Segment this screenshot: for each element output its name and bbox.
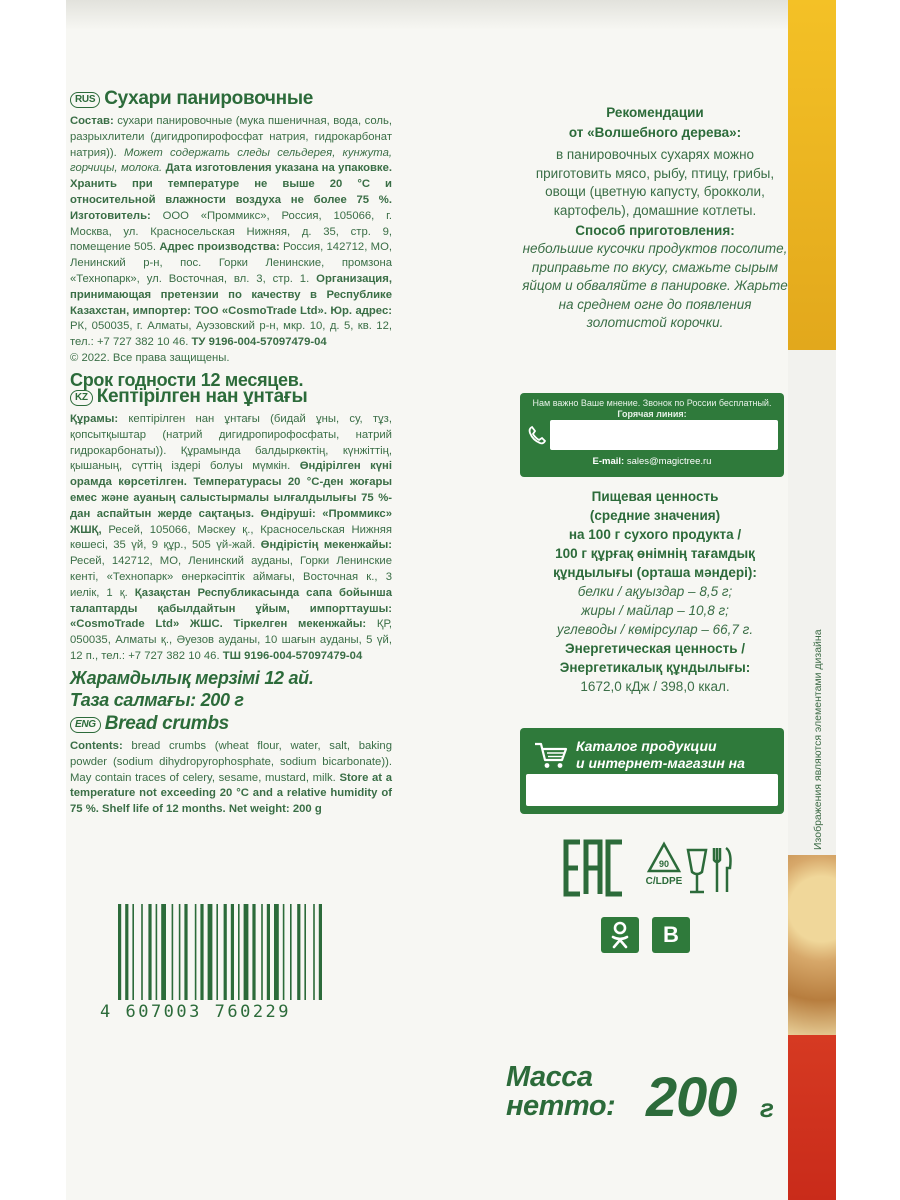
barcode-bar xyxy=(274,904,279,1000)
package-edge-yellow xyxy=(788,0,836,350)
kz-shelf-life: Жарамдылық мерзімі 12 ай. xyxy=(70,667,314,688)
eng-badge: ENG xyxy=(70,717,101,733)
rus-title: Сухари панировочные xyxy=(104,88,314,109)
vk-icon: В xyxy=(663,922,679,947)
barcode-bar xyxy=(297,904,300,1000)
kz-importer-label: Қазақстан Республикасында сапа бойынша талаптарды қабылдайтын ұйым, импорттаушы: «CosmoTrade Ltd» ЖШС. Тіркелген мекенжайы: xyxy=(70,586,392,631)
barcode-bar xyxy=(252,904,255,1000)
rus-manufacturer-label: Изготовитель: xyxy=(70,209,151,222)
hotline-text-row xyxy=(528,398,776,420)
rus-title-row xyxy=(70,88,392,110)
nutrition-title-1: Пищевая ценность xyxy=(591,489,719,504)
certification-icons xyxy=(560,838,740,898)
energy-title-1: Энергетическая ценность / xyxy=(564,641,746,656)
nutrition-facts xyxy=(520,487,790,696)
rus-manufacturer: ООО «Проммикс», Россия, 105066, г. Москва, ул. Красносельская Нижняя, д. 35, стр. 9, помещение 505. xyxy=(70,209,392,254)
barcode-bar xyxy=(283,904,285,1000)
nutrition-protein: белки / ақуыздар – 8,5 г; xyxy=(577,584,733,599)
nutrition-title-4: 100 г құрғақ өнімнің тағамдық xyxy=(555,546,755,561)
nutrition-title-5: құндылығы (орташа мәндері): xyxy=(553,565,757,580)
recycle-code: C/LDPE xyxy=(645,876,683,887)
bread-image xyxy=(788,855,836,1035)
recycle-icon xyxy=(646,844,683,887)
kz-badge: KZ xyxy=(70,390,93,406)
barcode-bar xyxy=(200,904,203,1000)
rus-shelf-life: Срок годности 12 месяцев. xyxy=(70,369,304,390)
barcode-bar xyxy=(184,904,187,1000)
barcode-bar xyxy=(156,904,158,1000)
nutrition-title-3: на 100 г сухого продукта / xyxy=(568,527,742,542)
barcode-bar xyxy=(244,904,249,1000)
rus-composition-label: Состав: xyxy=(70,115,114,127)
rus-storage: Хранить при температуре не выше 20 °С и относительной влажности воздуха не более 75 %. xyxy=(70,178,392,206)
kz-manufacturer: Ресей, 105066, Мәскеу қ., Красносельская Нижняя көшесі, 35 үй, 9 құр., 505 үй-жай. xyxy=(70,523,392,552)
eac-label: EAC xyxy=(560,838,563,839)
hotline-phone-field xyxy=(550,420,778,450)
eng-composition: bread crumbs (wheat flour, water, salt, baking powder (sodium dihydropyrophosphate, sodium bicarbonate)). May contain traces of celery, sesame, mustard, milk. xyxy=(70,740,392,784)
barcode-bar xyxy=(132,904,134,1000)
energy-title-2: Энергетикалық құндылығы: xyxy=(559,660,751,675)
kz-title-row xyxy=(70,386,392,408)
hotline-box xyxy=(520,393,784,477)
package-edge-red xyxy=(788,1035,836,1200)
hotline-email: sales@magictree.ru xyxy=(626,456,712,467)
eng-body xyxy=(70,739,392,818)
kz-storage: Температурасы 20 °С-ден жоғары емес және ауаның салыстырмалы ылғалдылығы 75 %-дан аспайтын жерде сақтаңыз. Өндіруші: «Проммикс» ЖШҚ, xyxy=(70,476,393,536)
barcode-bar xyxy=(195,904,197,1000)
rus-importer-addr: РК, 050035, г. Алматы, Ауэзовский р-н, мкр. 10, д. 5, кв. 12, тел.: +7 727 382 10 46. xyxy=(70,320,392,349)
barcode-bar xyxy=(179,904,181,1000)
hotline-text: Нам важно Ваше мнение. Звонок по России бесплатный. xyxy=(532,398,772,408)
barcode-bar xyxy=(125,904,128,1000)
rus-production-label: Адрес производства: xyxy=(159,241,280,254)
phone-icon xyxy=(528,425,546,445)
rus-badge: RUS xyxy=(70,92,100,108)
eng-title: Bread crumbs xyxy=(104,713,229,734)
barcode-bar xyxy=(267,904,270,1000)
method-title: Способ приготовления: xyxy=(575,223,735,238)
kz-tu: ТШ 9196-004-57097479-04 xyxy=(222,649,363,662)
rus-tu: ТУ 9196-004-57097479-04 xyxy=(191,336,327,349)
barcode-bar xyxy=(161,904,166,1000)
rus-date-note: Дата изготовления указана на упаковке. xyxy=(165,162,393,175)
hotline-label: Горячая линия: xyxy=(617,409,687,419)
barcode-bar xyxy=(313,904,315,1000)
rus-importer: ТОО «CosmoTrade Ltd». xyxy=(194,304,327,317)
cart-icon xyxy=(534,740,568,770)
rec-title-2: от «Волшебного дерева»: xyxy=(568,125,742,140)
rus-importer-label: Организация, принимающая претензии по качеству в Республике Казахстан, импортер: xyxy=(70,272,392,317)
method-text: небольшие кусочки продуктов посолите, приправьте по вкусу, смажьте сырым яйцом и обваляйте в панировке. Жарьте на среднем огне до появления золотистой корочки. xyxy=(522,241,788,330)
kz-title: Кептірілген нан ұнтағы xyxy=(96,386,308,407)
catalog-box xyxy=(520,728,784,814)
barcode-bar xyxy=(231,904,234,1000)
food-safe-icon xyxy=(688,848,731,892)
barcode-bar xyxy=(148,904,151,1000)
kz-net-weight: Таза салмағы: 200 г xyxy=(70,689,244,710)
kz-importer-addr: ҚР, 050035, Алматы қ., Әуезов ауданы, 10 шағын ауданы, 5 үй, 12 п., тел.: +7 727 382 10 46. xyxy=(70,618,392,662)
barcode-bar xyxy=(304,904,306,1000)
nutrition-energy: 1672,0 кДж / 398,0 ккал. xyxy=(580,679,730,694)
barcode-bar xyxy=(261,904,263,1000)
nutrition-title-2: (средние значения) xyxy=(589,508,721,523)
catalog-url-field xyxy=(526,774,778,806)
recycle-number: 90 xyxy=(658,859,670,869)
rus-copyright: © 2022. Все права защищены. xyxy=(70,351,230,364)
rus-traces: Может содержать следы сельдерея, кунжута, горчицы, молока. xyxy=(70,146,392,175)
catalog-text-2: и интернет-магазин на xyxy=(576,755,745,771)
rec-text: в панировочных сухарях можно приготовить мясо, рыбу, птицу, грибы, овощи (цветную капусту, брокколи, картофель), домашние котлеты. xyxy=(535,147,775,218)
barcode-bar xyxy=(238,904,240,1000)
barcode-bar xyxy=(141,904,143,1000)
mass-label-2: нетто: xyxy=(506,1090,616,1122)
odnoklassniki-button[interactable] xyxy=(601,917,639,953)
odnoklassniki-icon xyxy=(601,917,639,953)
catalog-text xyxy=(576,738,776,772)
barcode-bar xyxy=(208,904,213,1000)
kz-composition: кептірілген нан ұнтағы (бидай ұны, су, тұз, қопсытқыштар (натрий дигидропирофосфаты, натрий гидрокарбонаты)). Құрамында балдыркөктің, күнжіттің, қышаның, сүттің іздері болуы мүмкін. xyxy=(70,413,392,473)
eng-title-row xyxy=(70,713,392,735)
catalog-text-1: Каталог продукции xyxy=(576,738,717,754)
barcode-bar xyxy=(118,904,121,1000)
rus-composition: сухари панировочные (мука пшеничная, вода, соль, разрыхлители (дигидропирофосфат натрия, гидрокарбонат натрия)). xyxy=(70,115,393,159)
barcode-bar xyxy=(224,904,227,1000)
recommendations xyxy=(520,104,790,333)
barcode-bar xyxy=(290,904,292,1000)
eac-mark xyxy=(566,842,622,894)
kz-production: Ресей, 142712, МО, Ленинский ауданы, Горки Ленинские кенті, «Технопарк» өнеркәсіптік аймағы, Восточная к., 3 иелік, 1 қ. xyxy=(70,555,392,599)
section-eng xyxy=(70,713,392,818)
barcode-bar xyxy=(319,904,322,1000)
eng-composition-label: Contents: xyxy=(70,740,123,752)
rus-production: Россия, 142712, МО, Ленинский р-н, пос. Горки Ленинские, промзона «Технопарк», ул. Восточная, вл. 3, стр. 1. xyxy=(70,241,393,285)
rus-body xyxy=(70,114,392,367)
barcode-bar xyxy=(216,904,218,1000)
vk-button[interactable] xyxy=(652,917,690,953)
rec-title-1: Рекомендации xyxy=(606,105,704,120)
kz-composition-label: Құрамы: xyxy=(70,413,119,425)
mass-value: 200 xyxy=(646,1065,737,1128)
package-top-shade xyxy=(66,0,836,30)
section-kz xyxy=(70,386,392,711)
barcode-bar xyxy=(172,904,174,1000)
kz-date-note: Өндірілген күні орамда көрсетілген. xyxy=(70,460,393,489)
nutrition-carbs: углеводы / көмірсулар – 66,7 г. xyxy=(556,622,754,637)
mass-label-1: Масса xyxy=(506,1061,593,1093)
eng-storage: Store at a temperature not exceeding 20 °C and a relative humidity of 75 %. Shelf life of 12 months. Net weight: 200 g xyxy=(70,771,392,816)
rus-importer-addr-label: Юр. адрес: xyxy=(330,304,392,317)
mass-label xyxy=(506,1063,626,1121)
barcode-number: 4 607003 760229 xyxy=(100,1002,292,1022)
hotline-email-row xyxy=(528,456,776,467)
nutrition-fat: жиры / майлар – 10,8 г; xyxy=(581,603,729,618)
hotline-email-label: E-mail: xyxy=(592,456,625,467)
section-rus xyxy=(70,88,392,391)
kz-body xyxy=(70,412,392,665)
kz-production-label: Өндірістің мекенжайы: xyxy=(260,539,392,552)
mass-unit: г xyxy=(760,1093,774,1123)
